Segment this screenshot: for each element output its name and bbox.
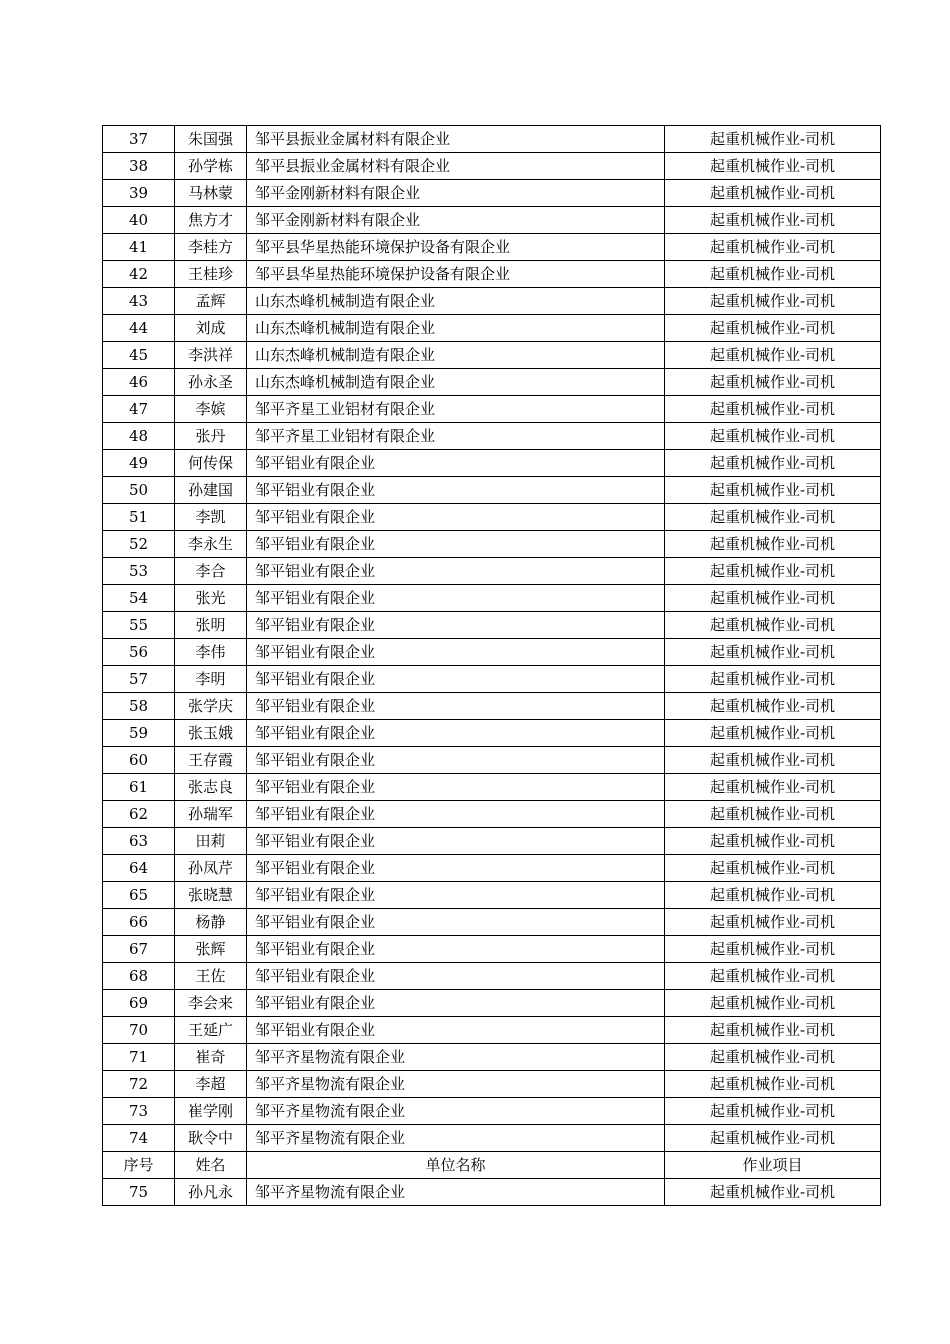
- cell-job-item: 起重机械作业-司机: [665, 1125, 881, 1152]
- cell-name: 张志良: [175, 774, 247, 801]
- cell-serial-number: 64: [103, 855, 175, 882]
- cell-name: 王存霞: [175, 747, 247, 774]
- cell-serial-number: 56: [103, 639, 175, 666]
- header-job-item: 作业项目: [665, 1152, 881, 1179]
- cell-job-item: 起重机械作业-司机: [665, 963, 881, 990]
- table-row: [103, 369, 881, 396]
- cell-unit-name: 邹平铝业有限企业: [247, 666, 665, 693]
- cell-job-item: 起重机械作业-司机: [665, 801, 881, 828]
- cell-name: 张玉娥: [175, 720, 247, 747]
- header-row: [103, 1152, 881, 1179]
- cell-serial-number: 66: [103, 909, 175, 936]
- table-row: [103, 450, 881, 477]
- cell-serial-number: 70: [103, 1017, 175, 1044]
- cell-name: 刘成: [175, 315, 247, 342]
- cell-job-item: 起重机械作业-司机: [665, 531, 881, 558]
- cell-unit-name: 邹平县振业金属材料有限企业: [247, 126, 665, 153]
- cell-unit-name: 山东杰峰机械制造有限企业: [247, 315, 665, 342]
- cell-job-item: 起重机械作业-司机: [665, 288, 881, 315]
- cell-serial-number: 49: [103, 450, 175, 477]
- table-row: [103, 612, 881, 639]
- cell-serial-number: 71: [103, 1044, 175, 1071]
- cell-unit-name: 邹平铝业有限企业: [247, 531, 665, 558]
- cell-unit-name: 邹平铝业有限企业: [247, 828, 665, 855]
- cell-job-item: 起重机械作业-司机: [665, 423, 881, 450]
- cell-serial-number: 43: [103, 288, 175, 315]
- cell-serial-number: 39: [103, 180, 175, 207]
- cell-job-item: 起重机械作业-司机: [665, 1017, 881, 1044]
- table-row: [103, 531, 881, 558]
- table-row: [103, 1044, 881, 1071]
- table-row: [103, 342, 881, 369]
- cell-name: 孟辉: [175, 288, 247, 315]
- table-row: [103, 126, 881, 153]
- cell-name: 朱国强: [175, 126, 247, 153]
- cell-job-item: 起重机械作业-司机: [665, 369, 881, 396]
- cell-unit-name: 邹平铝业有限企业: [247, 774, 665, 801]
- table-row: [103, 288, 881, 315]
- table-row: [103, 477, 881, 504]
- cell-job-item: 起重机械作业-司机: [665, 1098, 881, 1125]
- cell-serial-number: 61: [103, 774, 175, 801]
- cell-job-item: 起重机械作业-司机: [665, 612, 881, 639]
- cell-serial-number: 57: [103, 666, 175, 693]
- cell-unit-name: 邹平铝业有限企业: [247, 1017, 665, 1044]
- cell-job-item: 起重机械作业-司机: [665, 882, 881, 909]
- cell-name: 李凯: [175, 504, 247, 531]
- table-row: [103, 855, 881, 882]
- cell-name: 张光: [175, 585, 247, 612]
- cell-name: 孙凤芹: [175, 855, 247, 882]
- cell-job-item: 起重机械作业-司机: [665, 639, 881, 666]
- cell-name: 孙永圣: [175, 369, 247, 396]
- cell-serial-number: 60: [103, 747, 175, 774]
- table-row: [103, 693, 881, 720]
- cell-unit-name: 邹平齐星物流有限企业: [247, 1098, 665, 1125]
- cell-serial-number: 37: [103, 126, 175, 153]
- table-row: [103, 180, 881, 207]
- cell-unit-name: 邹平铝业有限企业: [247, 720, 665, 747]
- cell-job-item: 起重机械作业-司机: [665, 828, 881, 855]
- table-row: [103, 1125, 881, 1152]
- cell-name: 田莉: [175, 828, 247, 855]
- cell-name: 耿令中: [175, 1125, 247, 1152]
- cell-name: 焦方才: [175, 207, 247, 234]
- cell-unit-name: 邹平齐星物流有限企业: [247, 1125, 665, 1152]
- cell-name: 王佐: [175, 963, 247, 990]
- cell-name: 王延广: [175, 1017, 247, 1044]
- table-body-after-header: [103, 1179, 881, 1206]
- cell-unit-name: 邹平铝业有限企业: [247, 693, 665, 720]
- cell-unit-name: 邹平铝业有限企业: [247, 936, 665, 963]
- cell-unit-name: 邹平铝业有限企业: [247, 639, 665, 666]
- cell-serial-number: 62: [103, 801, 175, 828]
- cell-serial-number: 53: [103, 558, 175, 585]
- table-row: [103, 747, 881, 774]
- cell-unit-name: 邹平铝业有限企业: [247, 612, 665, 639]
- cell-serial-number: 47: [103, 396, 175, 423]
- cell-job-item: 起重机械作业-司机: [665, 558, 881, 585]
- cell-name: 李洪祥: [175, 342, 247, 369]
- table-row: [103, 720, 881, 747]
- table-row: [103, 909, 881, 936]
- cell-serial-number: 38: [103, 153, 175, 180]
- cell-name: 崔学刚: [175, 1098, 247, 1125]
- cell-job-item: 起重机械作业-司机: [665, 342, 881, 369]
- table-row: [103, 315, 881, 342]
- cell-serial-number: 58: [103, 693, 175, 720]
- cell-name: 孙建国: [175, 477, 247, 504]
- personnel-table: [102, 125, 881, 1206]
- cell-serial-number: 69: [103, 990, 175, 1017]
- cell-name: 孙凡永: [175, 1179, 247, 1206]
- cell-serial-number: 40: [103, 207, 175, 234]
- cell-unit-name: 邹平县振业金属材料有限企业: [247, 153, 665, 180]
- cell-unit-name: 邹平齐星工业铝材有限企业: [247, 423, 665, 450]
- cell-name: 李明: [175, 666, 247, 693]
- cell-job-item: 起重机械作业-司机: [665, 1179, 881, 1206]
- cell-unit-name: 邹平县华星热能环境保护设备有限企业: [247, 234, 665, 261]
- cell-unit-name: 邹平铝业有限企业: [247, 477, 665, 504]
- header-unit-name: 单位名称: [247, 1152, 665, 1179]
- cell-serial-number: 55: [103, 612, 175, 639]
- cell-unit-name: 邹平铝业有限企业: [247, 747, 665, 774]
- cell-job-item: 起重机械作业-司机: [665, 774, 881, 801]
- table-row: [103, 585, 881, 612]
- cell-name: 李桂方: [175, 234, 247, 261]
- table-row: [103, 666, 881, 693]
- table-row: [103, 261, 881, 288]
- cell-name: 张丹: [175, 423, 247, 450]
- cell-unit-name: 邹平齐星物流有限企业: [247, 1044, 665, 1071]
- table-row: [103, 774, 881, 801]
- cell-job-item: 起重机械作业-司机: [665, 1044, 881, 1071]
- cell-serial-number: 41: [103, 234, 175, 261]
- cell-serial-number: 45: [103, 342, 175, 369]
- cell-unit-name: 邹平铝业有限企业: [247, 882, 665, 909]
- cell-serial-number: 68: [103, 963, 175, 990]
- table-row: [103, 963, 881, 990]
- table-row: [103, 1017, 881, 1044]
- cell-serial-number: 75: [103, 1179, 175, 1206]
- cell-job-item: 起重机械作业-司机: [665, 720, 881, 747]
- cell-unit-name: 邹平铝业有限企业: [247, 909, 665, 936]
- cell-name: 孙瑞军: [175, 801, 247, 828]
- table-row: [103, 558, 881, 585]
- cell-serial-number: 73: [103, 1098, 175, 1125]
- cell-name: 孙学栋: [175, 153, 247, 180]
- cell-job-item: 起重机械作业-司机: [665, 207, 881, 234]
- table-row: [103, 207, 881, 234]
- cell-name: 崔奇: [175, 1044, 247, 1071]
- table-row: [103, 1071, 881, 1098]
- cell-unit-name: 邹平铝业有限企业: [247, 801, 665, 828]
- cell-serial-number: 54: [103, 585, 175, 612]
- cell-unit-name: 邹平铝业有限企业: [247, 963, 665, 990]
- cell-job-item: 起重机械作业-司机: [665, 396, 881, 423]
- cell-name: 李合: [175, 558, 247, 585]
- cell-name: 张明: [175, 612, 247, 639]
- table-row: [103, 423, 881, 450]
- table-row: [103, 801, 881, 828]
- header-serial-number: 序号: [103, 1152, 175, 1179]
- cell-name: 李会来: [175, 990, 247, 1017]
- cell-unit-name: 邹平齐星工业铝材有限企业: [247, 396, 665, 423]
- cell-job-item: 起重机械作业-司机: [665, 747, 881, 774]
- cell-serial-number: 50: [103, 477, 175, 504]
- cell-serial-number: 65: [103, 882, 175, 909]
- cell-serial-number: 72: [103, 1071, 175, 1098]
- cell-name: 张晓慧: [175, 882, 247, 909]
- cell-job-item: 起重机械作业-司机: [665, 153, 881, 180]
- cell-serial-number: 44: [103, 315, 175, 342]
- table-row: [103, 990, 881, 1017]
- cell-unit-name: 邹平金刚新材料有限企业: [247, 207, 665, 234]
- cell-serial-number: 46: [103, 369, 175, 396]
- cell-job-item: 起重机械作业-司机: [665, 180, 881, 207]
- cell-serial-number: 59: [103, 720, 175, 747]
- cell-job-item: 起重机械作业-司机: [665, 990, 881, 1017]
- table-row: [103, 153, 881, 180]
- cell-job-item: 起重机械作业-司机: [665, 855, 881, 882]
- cell-name: 李伟: [175, 639, 247, 666]
- table-row: [103, 936, 881, 963]
- cell-name: 李超: [175, 1071, 247, 1098]
- cell-job-item: 起重机械作业-司机: [665, 693, 881, 720]
- cell-name: 杨静: [175, 909, 247, 936]
- cell-unit-name: 邹平铝业有限企业: [247, 990, 665, 1017]
- table-row: [103, 882, 881, 909]
- cell-job-item: 起重机械作业-司机: [665, 477, 881, 504]
- cell-unit-name: 邹平齐星物流有限企业: [247, 1071, 665, 1098]
- cell-serial-number: 63: [103, 828, 175, 855]
- cell-name: 张辉: [175, 936, 247, 963]
- cell-job-item: 起重机械作业-司机: [665, 585, 881, 612]
- cell-unit-name: 邹平金刚新材料有限企业: [247, 180, 665, 207]
- table-row: [103, 396, 881, 423]
- cell-name: 李嫔: [175, 396, 247, 423]
- table-row: [103, 828, 881, 855]
- table-header: [103, 1152, 881, 1179]
- cell-job-item: 起重机械作业-司机: [665, 909, 881, 936]
- cell-unit-name: 邹平铝业有限企业: [247, 855, 665, 882]
- cell-job-item: 起重机械作业-司机: [665, 126, 881, 153]
- cell-serial-number: 52: [103, 531, 175, 558]
- header-name: 姓名: [175, 1152, 247, 1179]
- cell-name: 王桂珍: [175, 261, 247, 288]
- cell-job-item: 起重机械作业-司机: [665, 1071, 881, 1098]
- cell-job-item: 起重机械作业-司机: [665, 504, 881, 531]
- cell-unit-name: 邹平铝业有限企业: [247, 504, 665, 531]
- cell-serial-number: 74: [103, 1125, 175, 1152]
- table-row: [103, 1098, 881, 1125]
- cell-job-item: 起重机械作业-司机: [665, 234, 881, 261]
- cell-unit-name: 山东杰峰机械制造有限企业: [247, 369, 665, 396]
- table-row: [103, 1179, 881, 1206]
- cell-job-item: 起重机械作业-司机: [665, 315, 881, 342]
- cell-unit-name: 邹平铝业有限企业: [247, 450, 665, 477]
- cell-job-item: 起重机械作业-司机: [665, 936, 881, 963]
- cell-job-item: 起重机械作业-司机: [665, 261, 881, 288]
- cell-serial-number: 51: [103, 504, 175, 531]
- cell-unit-name: 山东杰峰机械制造有限企业: [247, 342, 665, 369]
- cell-unit-name: 邹平铝业有限企业: [247, 585, 665, 612]
- cell-serial-number: 42: [103, 261, 175, 288]
- cell-name: 何传保: [175, 450, 247, 477]
- cell-job-item: 起重机械作业-司机: [665, 666, 881, 693]
- cell-job-item: 起重机械作业-司机: [665, 450, 881, 477]
- cell-name: 马林蒙: [175, 180, 247, 207]
- table-body-before-header: [103, 126, 881, 1152]
- cell-unit-name: 山东杰峰机械制造有限企业: [247, 288, 665, 315]
- cell-unit-name: 邹平县华星热能环境保护设备有限企业: [247, 261, 665, 288]
- table-row: [103, 504, 881, 531]
- cell-name: 李永生: [175, 531, 247, 558]
- cell-name: 张学庆: [175, 693, 247, 720]
- cell-unit-name: 邹平齐星物流有限企业: [247, 1179, 665, 1206]
- table-row: [103, 639, 881, 666]
- cell-serial-number: 48: [103, 423, 175, 450]
- cell-unit-name: 邹平铝业有限企业: [247, 558, 665, 585]
- cell-serial-number: 67: [103, 936, 175, 963]
- table-row: [103, 234, 881, 261]
